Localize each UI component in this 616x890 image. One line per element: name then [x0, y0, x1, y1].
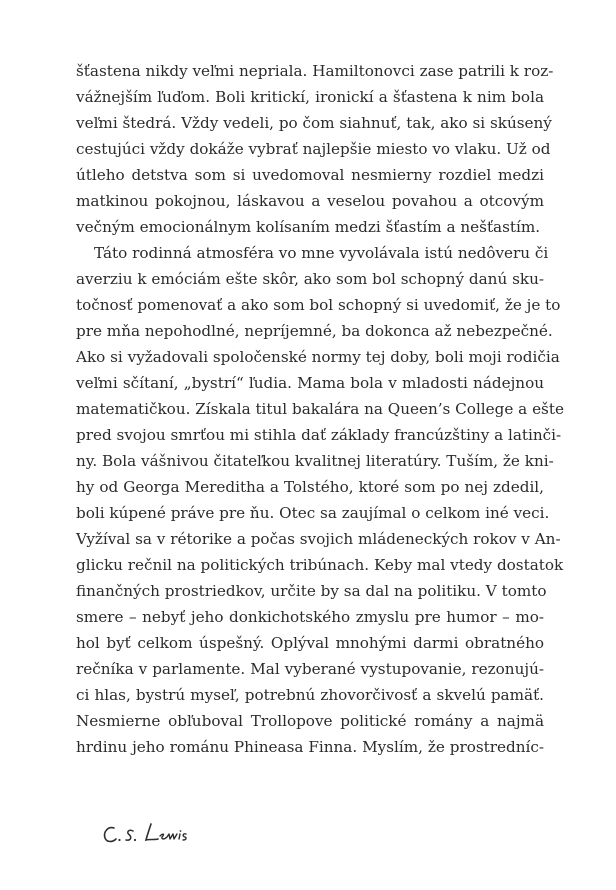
text-line: veľmi sčítaní, „bystrí“ ľudia. Mama bola v mladosti nádejnou — [76, 374, 544, 392]
text-line: Táto rodinná atmosféra vo mne vyvolávala istú nedôveru či — [94, 244, 549, 262]
text-line: smere – nebyť jeho donkichotského zmyslu pre humor – mo- — [76, 608, 544, 626]
text-line: hy od Georga Mereditha a Tolstého, ktoré som po nej zdedil, — [76, 478, 544, 496]
text-line: útleho detstva som si uvedomoval nesmierny rozdiel medzi — [76, 166, 544, 184]
text-line: večným emocionálnym kolísaním medzi šťastím a nešťastím. — [76, 218, 541, 236]
text-line: matematičkou. Získala titul bakalára na Queen’s College a ešte — [76, 400, 564, 418]
text-line: Vyžíval sa v rétorike a počas svojich mládeneckých rokov v An- — [76, 530, 561, 548]
body-text — [76, 58, 564, 760]
text-line: glicku rečnil na politických tribúnach. Keby mal vtedy dostatok — [76, 556, 564, 574]
handwritten-signature-icon — [100, 818, 210, 848]
text-line: ci hlas, bystrú myseľ, potrebnú zhovorčivosť a skvelú pamäť. — [76, 686, 544, 704]
text-line: averziu k emóciám ešte skôr, ako som bol schopný danú sku- — [76, 270, 544, 288]
text-line: hrdinu jeho románu Phineasa Finna. Myslím, že prostredníc- — [76, 738, 544, 756]
text-line: matkinou pokojnou, láskavou a veselou povahou a otcovým — [76, 192, 544, 210]
text-line: cestujúci vždy dokáže vybrať najlepšie miesto vo vlaku. Už od — [76, 140, 551, 158]
text-line: točnosť pomenovať a ako som bol schopný si uvedomiť, že je to — [76, 296, 561, 314]
text-line: šťastena nikdy veľmi nepriala. Hamiltonovci zase patrili k roz- — [76, 62, 554, 80]
paragraph-2 — [76, 240, 564, 760]
text-line: veľmi štedrá. Vždy vedeli, po čom siahnuť, tak, ako si skúsený — [76, 114, 552, 132]
text-line: rečníka v parlamente. Mal vyberané vystupovanie, rezonujú- — [76, 660, 544, 678]
text-line: Ako si vyžadovali spoločenské normy tej doby, boli moji rodičia — [76, 348, 560, 366]
text-line: vážnejším ľuďom. Boli kritickí, ironickí a šťastena k nim bola — [76, 88, 544, 106]
text-line: pre mňa nepohodlné, nepríjemné, ba dokonca až nebezpečné. — [76, 322, 553, 340]
text-line: finančných prostriedkov, určite by sa dal na politiku. V tomto — [76, 582, 547, 600]
text-line: Nesmierne obľuboval Trollopove politické romány a najmä — [76, 712, 544, 730]
text-line: ny. Bola vášnivou čitateľkou kvalitnej literatúry. Tuším, že kni- — [76, 452, 554, 470]
signature-logo — [100, 818, 210, 848]
text-line: hol byť celkom úspešný. Oplýval mnohými darmi obratného — [76, 634, 544, 652]
text-line: pred svojou smrťou mi stihla dať základy francúzštiny a latinči- — [76, 426, 562, 444]
text-line: boli kúpené práve pre ňu. Otec sa zaujímal o celkom iné veci. — [76, 504, 550, 522]
paragraph-1 — [76, 58, 554, 240]
